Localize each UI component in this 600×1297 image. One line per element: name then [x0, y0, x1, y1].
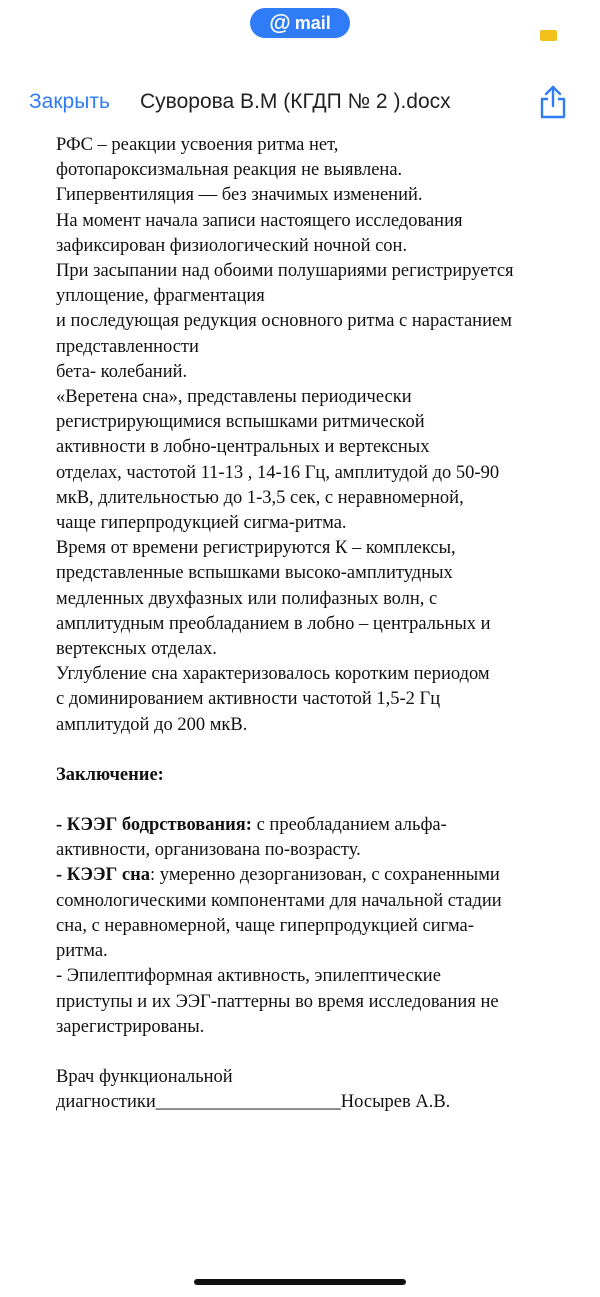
- report-line: бета- колебаний.: [56, 361, 188, 382]
- report-line: амплитудой до 200 мкВ.: [56, 714, 248, 735]
- conclusion-sleep-line: сомнологическими компонентами для начальной стадии: [56, 890, 502, 911]
- report-line: регистрирующимися вспышками ритмической: [56, 412, 425, 433]
- nav-bar: [0, 80, 600, 124]
- report-line: РФС – реакции усвоения ритма нет,: [56, 135, 339, 155]
- battery-icon: [540, 30, 557, 41]
- report-line: с доминированием активности частотой 1,5-2 Гц: [56, 689, 441, 710]
- report-line: чаще гиперпродукцией сигма-ритма.: [56, 513, 347, 534]
- conclusion-wake-cont: активности, организована по-возрасту.: [56, 840, 361, 861]
- report-line: Время от времени регистрируются К – комплексы,: [56, 538, 456, 559]
- share-button[interactable]: [537, 85, 569, 119]
- report-line: «Веретена сна», представлены периодически: [56, 387, 412, 408]
- conclusion-wake: - КЭЭГ бодрствования: с преобладанием альфа-: [56, 815, 447, 836]
- conclusion-heading: Заключение:: [56, 764, 164, 785]
- conclusion-epilepsy-line: - Эпилептиформная активность, эпилептические: [56, 966, 441, 987]
- conclusion-epilepsy-line: приступы и их ЭЭГ-паттерны во время исследования не: [56, 991, 499, 1012]
- close-button[interactable]: Закрыть: [29, 90, 110, 113]
- signature-line-2: диагностики____________________Носырев А.В.: [56, 1092, 451, 1113]
- report-line: активности в лобно-центральных и вертексных: [56, 437, 430, 458]
- report-line: медленных двухфазных или полифазных волн, с: [56, 588, 438, 609]
- report-line: амплитудным преобладанием в лобно – центральных и: [56, 613, 491, 634]
- conclusion-sleep-line: ритма.: [56, 941, 108, 962]
- report-line: отделах, частотой 11-13 , 14-16 Гц, амплитудой до 50-90: [56, 462, 500, 483]
- report-text: [56, 133, 586, 738]
- report-line: зафиксирован физиологический ночной сон.: [56, 235, 408, 256]
- report-line: Гипервентиляция — без значимых изменений.: [56, 185, 423, 206]
- conclusion-sleep: - КЭЭГ сна: умеренно дезорганизован, с сохраненными: [56, 865, 500, 886]
- home-indicator[interactable]: [194, 1279, 406, 1285]
- report-line: мкВ, длительностью до 1-3,5 сек, с неравномерной,: [56, 487, 464, 508]
- report-line: фотопароксизмальная реакция не выявлена.: [56, 160, 403, 181]
- report-line: Углубление сна характеризовалось коротким периодом: [56, 664, 490, 685]
- share-icon: [537, 85, 569, 119]
- conclusion-sleep-line: сна, с неравномерной, чаще гиперпродукцией сигма-: [56, 915, 474, 936]
- conclusion-sleep-cont: [56, 889, 586, 965]
- mail-label: mail: [294, 12, 331, 33]
- report-line: уплощение, фрагментация: [56, 286, 265, 307]
- status-bar: [0, 0, 600, 60]
- report-line: вертексных отделах.: [56, 639, 217, 660]
- document-title: Суворова В.М (КГДП № 2 ).docx: [140, 90, 451, 113]
- report-line: На момент начала записи настоящего исследования: [56, 210, 463, 231]
- report-line: При засыпании над обоими полушариями регистрируется: [56, 261, 514, 282]
- report-line: и последующая редукция основного ритма с нарастанием: [56, 311, 512, 332]
- report-line: представленные вспышками высоко-амплитудных: [56, 563, 453, 584]
- conclusion-epilepsy-line: зарегистрированы.: [56, 1016, 205, 1037]
- report-line: представленности: [56, 336, 199, 357]
- signature-line-1: Врач функциональной: [56, 1066, 233, 1087]
- mail-app-pill[interactable]: [250, 8, 350, 38]
- at-icon: @: [269, 10, 291, 35]
- conclusion-epilepsy: [56, 964, 586, 1040]
- document-body: [56, 133, 586, 1115]
